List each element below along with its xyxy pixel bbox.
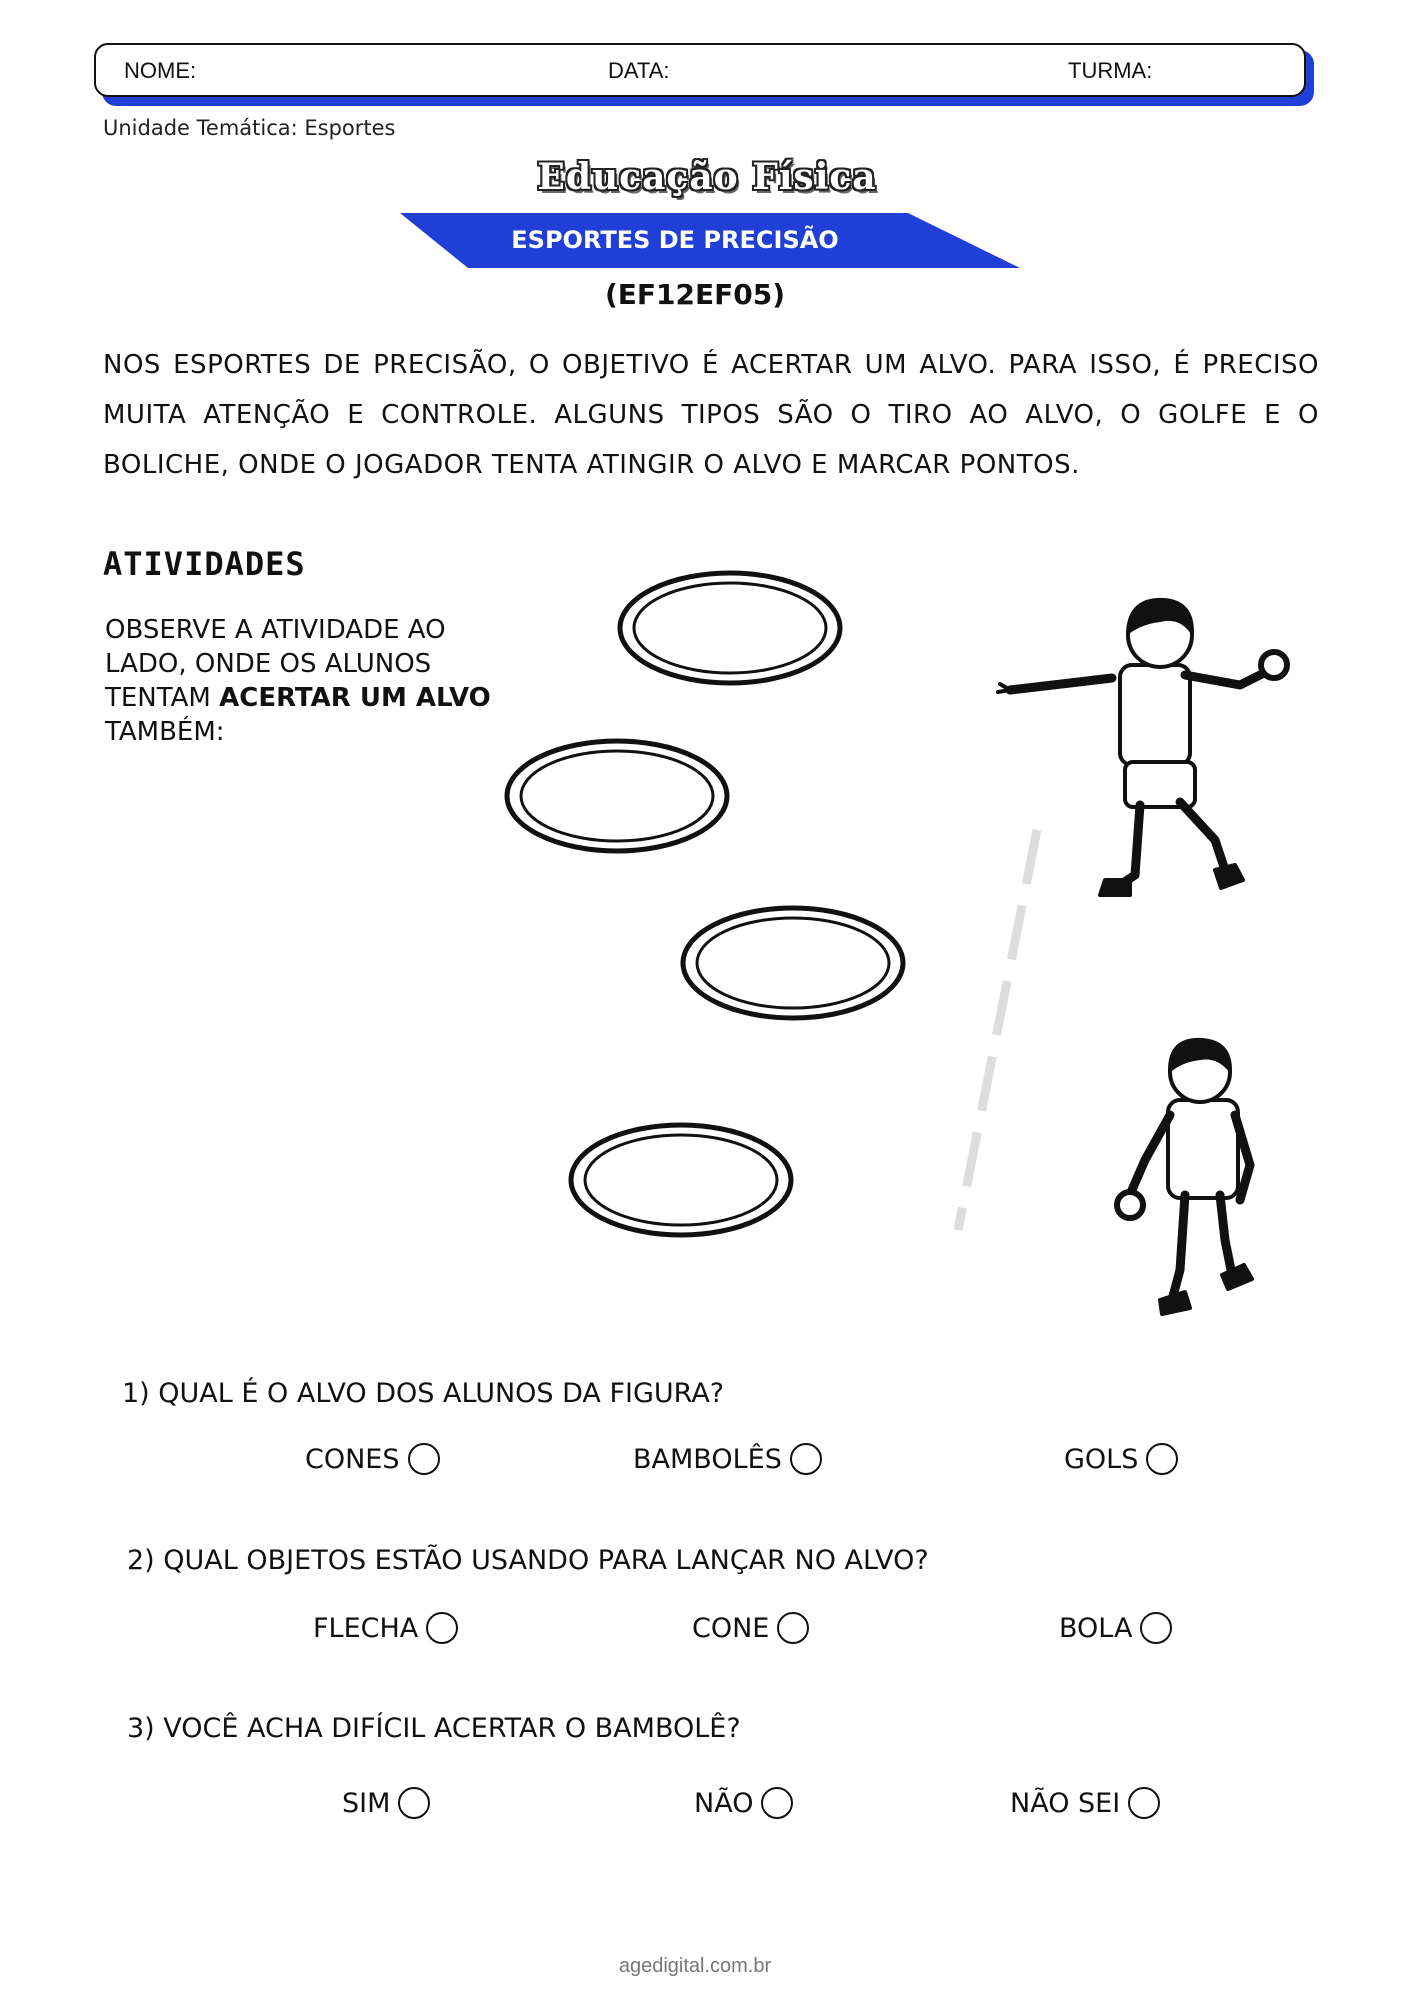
q1-option-goals[interactable] <box>1064 1443 1178 1475</box>
option-label: CONES <box>305 1443 400 1475</box>
q3-option-no[interactable] <box>694 1787 793 1819</box>
q2-option-ball[interactable] <box>1059 1612 1172 1644</box>
radio-circle-icon[interactable] <box>398 1787 430 1819</box>
class-field-label[interactable]: TURMA: <box>1068 58 1153 83</box>
q1-option-hoops[interactable] <box>633 1443 822 1475</box>
option-label: FLECHA <box>313 1612 419 1644</box>
hoop-icon <box>571 1125 791 1235</box>
radio-circle-icon[interactable] <box>1140 1612 1172 1644</box>
name-field-label[interactable]: NOME: <box>124 58 197 83</box>
q3-option-dont-know[interactable] <box>1010 1787 1160 1819</box>
observe-bold: ACERTAR UM ALVO <box>219 683 491 713</box>
throw-line <box>958 830 1037 1230</box>
radio-circle-icon[interactable] <box>426 1612 458 1644</box>
date-field-label[interactable]: DATA: <box>608 58 670 83</box>
intro-paragraph: NOS ESPORTES DE PRECISÃO, O OBJETIVO É ACERTAR UM ALVO. PARA ISSO, É PRECISO MUITA ATENÇÃO E CONTROLE. ALGUNS TIPOS SÃO O TIRO AO ALVO, O GOLFE E O BOLICHE, ONDE O JOGADOR TENTA ATINGIR O ALVO E MARCAR PONTOS. <box>103 350 1319 480</box>
option-label: NÃO <box>694 1787 754 1819</box>
radio-circle-icon[interactable] <box>1146 1443 1178 1475</box>
banner-title: ESPORTES DE PRECISÃO <box>511 226 839 254</box>
radio-circle-icon[interactable] <box>761 1787 793 1819</box>
activity-illustration <box>480 540 1320 1360</box>
radio-circle-icon[interactable] <box>1128 1787 1160 1819</box>
option-label: BAMBOLÊS <box>633 1443 782 1475</box>
option-label: SIM <box>342 1787 391 1819</box>
question-1: 1) QUAL É O ALVO DOS ALUNOS DA FIGURA? <box>122 1378 725 1409</box>
thematic-unit: Unidade Temática: Esportes <box>103 116 396 140</box>
observe-instructions <box>105 613 505 749</box>
observe-text-2: TAMBÉM: <box>105 717 225 747</box>
q1-option-cones[interactable] <box>305 1443 440 1475</box>
option-label: NÃO SEI <box>1010 1787 1121 1819</box>
hoop-icon <box>683 908 903 1018</box>
hoop-icon <box>507 741 727 851</box>
question-3: 3) VOCÊ ACHA DIFÍCIL ACERTAR O BAMBOLÊ? <box>127 1713 741 1744</box>
footer-url[interactable]: agedigital.com.br <box>618 1955 772 1977</box>
child-walking-icon <box>1117 1040 1252 1314</box>
page-title: Educação Física <box>537 156 877 198</box>
radio-circle-icon[interactable] <box>777 1612 809 1644</box>
q2-option-arrow[interactable] <box>313 1612 458 1644</box>
observe-text-1: OBSERVE A ATIVIDADE AO LADO, ONDE OS ALUNOS TENTAM <box>105 615 446 713</box>
hoop-icon <box>620 573 840 683</box>
option-label: BOLA <box>1059 1612 1133 1644</box>
option-label: GOLS <box>1064 1443 1139 1475</box>
question-2: 2) QUAL OBJETOS ESTÃO USANDO PARA LANÇAR NO ALVO? <box>127 1545 929 1576</box>
q3-option-yes[interactable] <box>342 1787 430 1819</box>
q2-option-cone[interactable] <box>692 1612 809 1644</box>
option-label: CONE <box>692 1612 770 1644</box>
child-throwing-icon <box>998 600 1287 895</box>
radio-circle-icon[interactable] <box>408 1443 440 1475</box>
activities-heading: ATIVIDADES <box>103 545 306 583</box>
skill-code: (EF12EF05) <box>604 278 786 311</box>
radio-circle-icon[interactable] <box>790 1443 822 1475</box>
student-info-box <box>94 43 1306 97</box>
